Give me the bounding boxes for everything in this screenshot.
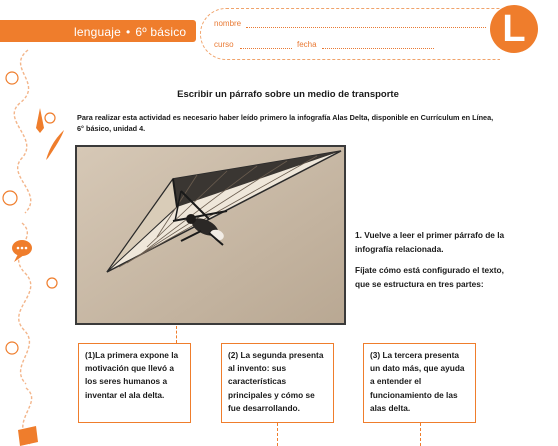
name-field[interactable] (246, 27, 486, 28)
header-separator: • (125, 25, 131, 39)
question-1: 1. Vuelve a leer el primer párrafo de la infografía relacionada. (355, 230, 505, 254)
student-info-box (200, 8, 500, 60)
connector-3 (420, 423, 421, 446)
header-subject (74, 25, 186, 39)
page-title: Escribir un párrafo sobre un medio de transporte (177, 89, 399, 100)
date-field[interactable] (322, 48, 434, 49)
decorative-swirls (0, 48, 70, 446)
hang-glider-photo (75, 145, 346, 325)
structure-box-3: (3) La tercera presenta un dato más, que ayuda a entender el funcionamiento de las alas delta. (363, 343, 476, 423)
course-field[interactable] (240, 48, 292, 49)
intro-text: Para realizar esta actividad es necesario haber leído primero la infografía Alas Delta, disponible en Currículum en Línea, 6° básico, unidad 4. (77, 113, 494, 133)
course-label: curso (214, 40, 234, 49)
date-label: fecha (297, 40, 317, 49)
subject-label: lenguaje (74, 25, 121, 39)
connector-2 (277, 423, 278, 446)
book-icon (18, 426, 38, 446)
structure-box-1: (1)La primera expone la motivación que llevó a los seres humanos a inventar el ala delta. (78, 343, 191, 423)
subject-badge: L (490, 5, 538, 53)
structure-box-2: (2) La segunda presenta al invento: sus características principales y cómo se fue desarrollando. (221, 343, 334, 423)
feather-pen-icon (46, 130, 64, 160)
connector-1 (176, 326, 177, 343)
speech-bubble-icon (12, 240, 32, 262)
pen-nib-icon (36, 108, 44, 133)
question-2: Fíjate cómo está configurado el texto, que se estructura en tres partes: (355, 265, 504, 289)
name-label: nombre (214, 19, 242, 28)
grade-label: 6º básico (135, 25, 187, 39)
hang-glider-image (77, 147, 344, 323)
